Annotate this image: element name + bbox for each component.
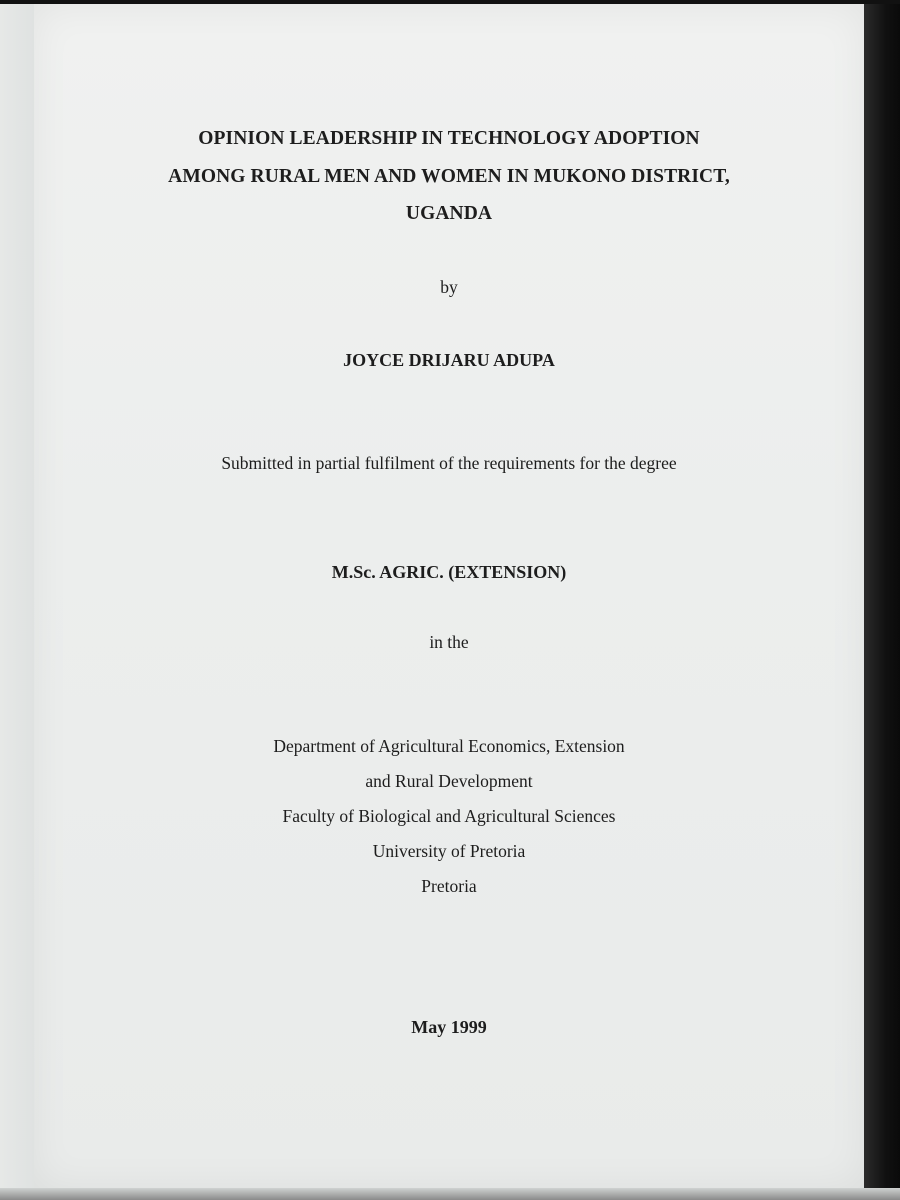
submission-statement: Submitted in partial fulfilment of the requirements for the degree [221, 453, 677, 473]
institution-line-faculty: Faculty of Biological and Agricultural Sciences [282, 806, 616, 826]
scan-dark-edge [864, 0, 900, 1200]
institution-line-rural-development: and Rural Development [365, 771, 533, 791]
thesis-title-line-1: OPINION LEADERSHIP IN TECHNOLOGY ADOPTION [198, 128, 700, 149]
thesis-title-line-2: AMONG RURAL MEN AND WOMEN IN MUKONO DISTRICT, [168, 166, 730, 187]
degree-name: M.Sc. AGRIC. (EXTENSION) [331, 562, 567, 582]
scan-top-edge [0, 0, 900, 4]
author-name: JOYCE DRIJARU ADUPA [343, 350, 555, 370]
in-the-label: in the [429, 632, 469, 652]
by-label: by [440, 277, 458, 297]
thesis-title-line-3: UGANDA [405, 203, 493, 224]
scan-bottom-edge [0, 1188, 900, 1200]
institution-line-city: Pretoria [421, 876, 477, 896]
institution-line-department: Department of Agricultural Economics, Extension [273, 736, 625, 756]
page-left-margin [0, 0, 34, 1200]
submission-date: May 1999 [411, 1017, 487, 1037]
institution-line-university: University of Pretoria [372, 841, 526, 861]
